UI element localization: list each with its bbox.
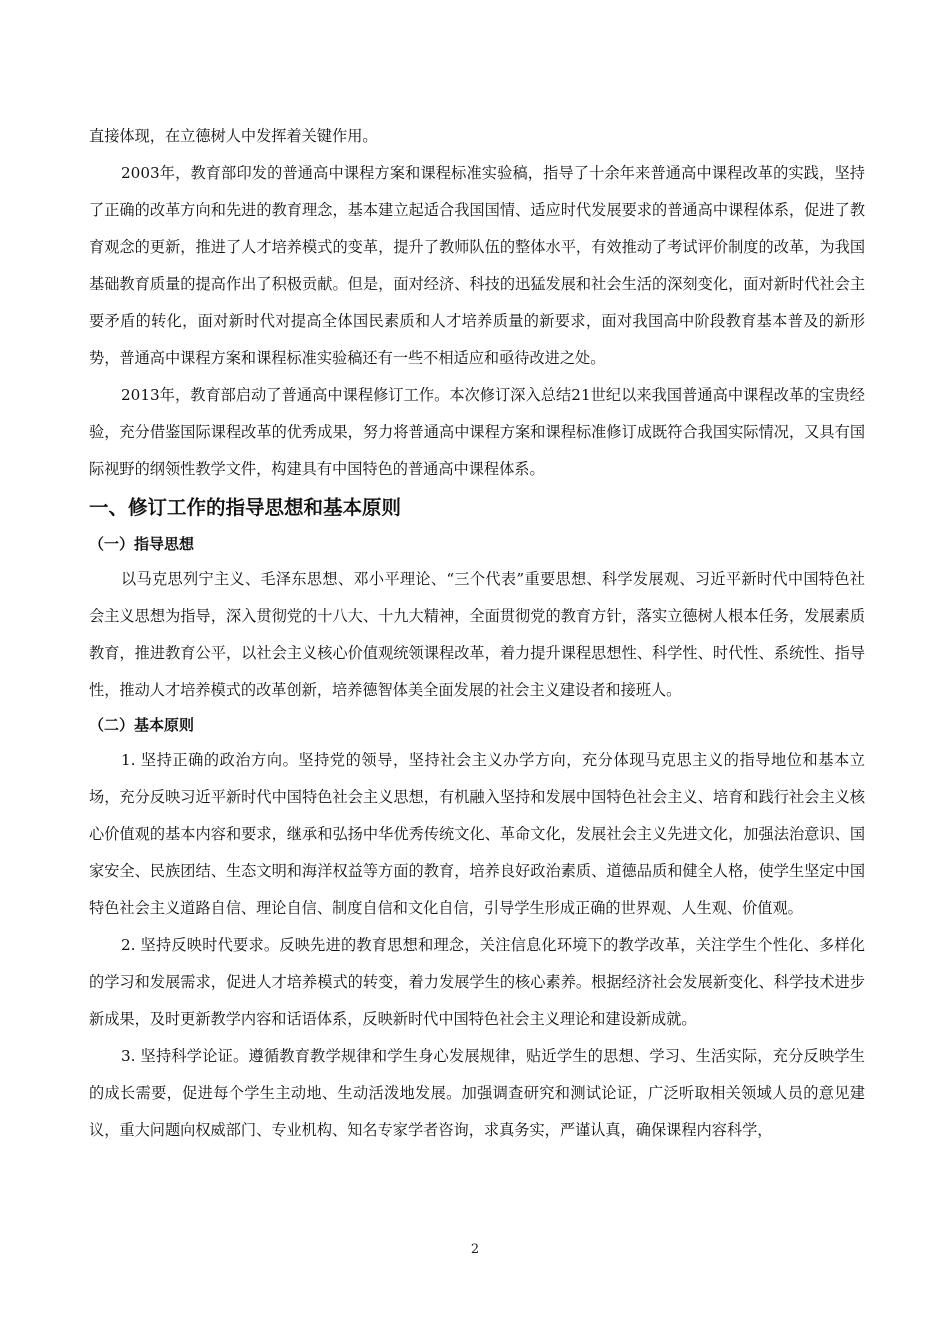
principle-3: 3. 坚持科学论证。遵循教育教学规律和学生身心发展规律，贴近学生的思想、学习、生活实际，充分反映学生的成长需要，促进每个学生主动地、生动活泼地发展。加强调查研究和测试论证，广泛听取相关领域人员的意见建议，重大问题向权威部门、专业机构、知名专家学者咨询，求真务实，严谨认真，确保课程内容科学，: [89, 1047, 865, 1139]
principle-2: 2. 坚持反映时代要求。反映先进的教育思想和理念，关注信息化环境下的教学改革，关注学生个性化、多样化的学习和发展需求，促进人才培养模式的转变，着力发展学生的核心素养。根据经济社会发展新变化、科学技术进步新成果，及时更新教学内容和话语体系，反映新时代中国特色社会主义理论和建设新成就。: [89, 936, 865, 1028]
paragraph-continuation: 直接体现，在立德树人中发挥着关键作用。: [89, 127, 378, 145]
document-body: [89, 118, 865, 1149]
paragraph-2013: 2013年，教育部启动了普通高中课程修订工作。本次修订深入总结21世纪以来我国普通高中课程改革的宝贵经验，充分借鉴国际课程改革的优秀成果，努力将普通高中课程方案和课程标准修订成既符合我国实际情况，又具有国际视野的纲领性教学文件，构建具有中国特色的普通高中课程体系。: [89, 386, 865, 478]
principle-1: 1. 坚持正确的政治方向。坚持党的领导，坚持社会主义办学方向，充分体现马克思主义的指导地位和基本立场，充分反映习近平新时代中国特色社会主义思想，有机融入坚持和发展中国特色社会主义、培育和践行社会主义核心价值观的基本内容和要求，继承和弘扬中华优秀传统文化、革命文化，发展社会主义先进文化，加强法治意识、国家安全、民族团结、生态文明和海洋权益等方面的教育，培养良好政治素质、道德品质和健全人格，使学生坚定中国特色社会主义道路自信、理论自信、制度自信和文化自信，引导学生形成正确的世界观、人生观、价值观。: [89, 751, 865, 917]
paragraph-2003: 2003年，教育部印发的普通高中课程方案和课程标准实验稿，指导了十余年来普通高中课程改革的实践，坚持了正确的改革方向和先进的教育理念，基本建立起适合我国国情、适应时代发展要求的普通高中课程体系，促进了教育观念的更新，推进了人才培养模式的变革，提升了教师队伍的整体水平，有效推动了考试评价制度的改革，为我国基础教育质量的提高作出了积极贡献。但是，面对经济、科技的迅猛发展和社会生活的深刻变化，面对新时代社会主要矛盾的转化，面对新时代对提高全体国民素质和人才培养质量的新要求，面对我国高中阶段教育基本普及的新形势，普通高中课程方案和课程标准实验稿还有一些不相适应和亟待改进之处。: [89, 164, 865, 367]
subheading-guiding-ideology: （一）指导思想: [89, 535, 195, 553]
page-number: 2: [470, 1242, 480, 1257]
subheading-basic-principles: （二）基本原则: [89, 716, 195, 734]
paragraph-guiding-ideology: 以马克思列宁主义、毛泽东思想、邓小平理论、“三个代表”重要思想、科学发展观、习近平新时代中国特色社会主义思想为指导，深入贯彻党的十八大、十九大精神，全面贯彻党的教育方针，落实立德树人根本任务，发展素质教育，推进教育公平，以社会主义核心价值观统领课程改革，着力提升课程思想性、科学性、时代性、系统性、指导性，推动人才培养模式的改革创新，培养德智体美全面发展的社会主义建设者和接班人。: [89, 570, 865, 699]
section-heading: 一、修订工作的指导思想和基本原则: [89, 496, 402, 519]
